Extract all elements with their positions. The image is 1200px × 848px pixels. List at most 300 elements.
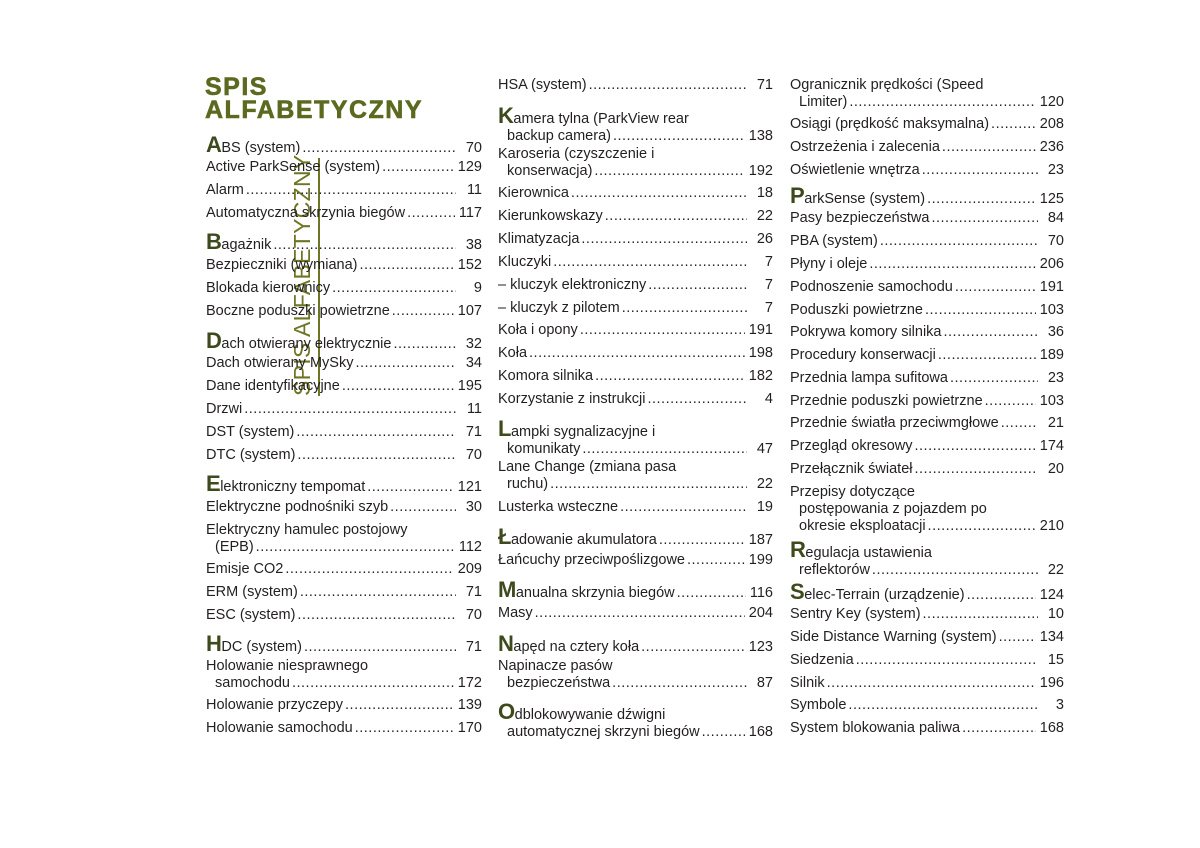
dot-leader [297, 447, 456, 464]
index-term[interactable]: Sentry Key (system) [790, 606, 921, 622]
index-term[interactable]: Kierownica [498, 185, 569, 201]
page-number[interactable]: 84 [1047, 210, 1064, 226]
page-number[interactable]: 172 [457, 675, 482, 691]
page-number[interactable]: 125 [1039, 191, 1064, 207]
page-number[interactable]: 121 [457, 479, 482, 495]
index-entry-line [206, 447, 482, 464]
index-entry [206, 522, 482, 556]
index-term[interactable]: Poduszki powietrzne [790, 302, 923, 318]
index-entry-line [790, 438, 1064, 455]
index-entry-line [498, 476, 773, 493]
page-number[interactable]: 189 [1039, 347, 1064, 363]
dot-leader [302, 140, 456, 157]
page-number[interactable]: 22 [1047, 562, 1064, 578]
page-number[interactable]: 168 [1039, 720, 1064, 736]
index-entry-line [206, 471, 482, 496]
index-term[interactable]: ESC (system) [206, 607, 296, 623]
page-number[interactable]: 7 [764, 254, 773, 270]
page-number[interactable]: 11 [466, 182, 482, 198]
index-entry [498, 368, 773, 385]
index-entry [498, 208, 773, 225]
index-entry [498, 459, 773, 493]
index-term[interactable]: – kluczyk elektroniczny [498, 277, 647, 293]
index-term[interactable] [206, 328, 392, 353]
page-number[interactable]: 70 [465, 607, 482, 623]
index-term[interactable]: System blokowania paliwa [790, 720, 961, 736]
index-entry [790, 347, 1064, 364]
index-term[interactable]: Przednia lampa sufitowa [790, 370, 948, 386]
page-number[interactable]: 47 [756, 441, 773, 457]
index-entry [790, 139, 1064, 156]
index-entry-line [790, 652, 1064, 669]
index-entry-line [498, 631, 773, 656]
index-entry [790, 438, 1064, 455]
dot-leader [923, 606, 1038, 623]
index-term[interactable] [498, 631, 640, 656]
index-initial-letter: H [206, 631, 222, 656]
page-number[interactable]: 139 [457, 697, 482, 713]
index-term-rest: anualna skrzynia biegów [515, 585, 675, 601]
page-number[interactable]: 209 [457, 561, 482, 577]
page-number[interactable]: 192 [748, 163, 773, 179]
page-number[interactable]: 152 [457, 257, 482, 273]
page-number[interactable]: 23 [1047, 370, 1064, 386]
index-entry [206, 561, 482, 578]
index-term[interactable]: Przednie światła przeciwmgłowe [790, 415, 999, 431]
index-entry [498, 77, 773, 94]
dot-leader [962, 720, 1036, 737]
index-entry-line [498, 552, 773, 569]
dot-leader [849, 94, 1035, 111]
page-number[interactable]: 195 [457, 378, 482, 394]
index-term[interactable] [498, 103, 689, 128]
index-entry [498, 103, 773, 145]
dot-leader [613, 128, 745, 145]
index-entry [790, 579, 1064, 604]
dot-leader [246, 182, 456, 199]
dot-leader [999, 629, 1036, 646]
page-number[interactable]: 208 [1039, 116, 1064, 132]
index-entry [498, 277, 773, 294]
index-term[interactable] [498, 416, 656, 441]
index-term[interactable]: Pokrywa komory silnika [790, 324, 942, 340]
index-term[interactable]: Koła [498, 345, 528, 361]
page-number[interactable]: 19 [756, 499, 773, 515]
index-initial-letter: L [498, 416, 511, 441]
index-entry-line [790, 183, 1064, 208]
dot-leader [915, 438, 1036, 455]
dot-leader [915, 461, 1039, 478]
dot-leader [300, 584, 456, 601]
index-term[interactable]: DST (system) [206, 424, 295, 440]
index-term[interactable]: Łańcuchy przeciwpoślizgowe [498, 552, 685, 568]
dot-leader [648, 277, 747, 294]
dot-leader [872, 562, 1038, 579]
index-entry-line [498, 391, 773, 408]
index-initial-letter: R [790, 537, 806, 562]
index-entry-line [206, 303, 482, 320]
dot-leader [880, 233, 1038, 250]
dot-leader [641, 639, 745, 656]
index-term[interactable]: Oświetlenie wnętrza [790, 162, 920, 178]
index-term[interactable]: Lane Change (zmiana pasa [498, 459, 677, 475]
dot-leader [677, 585, 746, 602]
sidebar-text: SPIS ALFABETYCZNY [289, 154, 315, 396]
index-term[interactable]: Karoseria (czyszczenie i [498, 146, 655, 162]
page-number[interactable]: 26 [756, 231, 773, 247]
index-term-continued: okresie eksploatacji [799, 518, 926, 534]
dot-leader [595, 368, 745, 385]
index-entry [790, 484, 1064, 535]
dot-leader [292, 675, 454, 692]
index-term[interactable] [498, 524, 657, 549]
dot-leader [304, 639, 456, 656]
index-term[interactable]: Korzystanie z instrukcji [498, 391, 646, 407]
index-entry [206, 499, 482, 516]
dot-leader [332, 280, 456, 297]
page-number[interactable]: 129 [457, 159, 482, 175]
dot-leader [827, 675, 1036, 692]
index-entry-line [498, 208, 773, 225]
page-number[interactable]: 204 [748, 605, 773, 621]
index-entry-line [206, 631, 482, 656]
page-number[interactable]: 38 [465, 237, 482, 253]
page-number[interactable]: 116 [749, 585, 773, 601]
index-term[interactable] [206, 132, 301, 157]
index-term[interactable] [790, 183, 926, 208]
index-entry [498, 524, 773, 549]
index-entry-line [790, 606, 1064, 623]
index-entry-line [790, 629, 1064, 646]
page-number[interactable]: 22 [756, 208, 773, 224]
index-entry-line [790, 139, 1064, 156]
page-number[interactable]: 4 [764, 391, 773, 407]
index-entry-line [206, 697, 482, 714]
index-term[interactable]: Ostrzeżenia i zalecenia [790, 139, 940, 155]
index-term[interactable] [206, 631, 302, 656]
index-entry [498, 146, 773, 180]
index-term-rest: DC (system) [221, 639, 302, 655]
dot-leader [622, 300, 747, 317]
index-term[interactable]: Komora silnika [498, 368, 594, 384]
index-entry-line [790, 501, 1064, 518]
index-entry-line [206, 499, 482, 516]
dot-leader [342, 378, 454, 395]
index-term[interactable]: Przegląd okresowy [790, 438, 913, 454]
index-entry-line [790, 720, 1064, 737]
index-term[interactable]: Płyny i oleje [790, 256, 868, 272]
index-entry [790, 183, 1064, 208]
index-entry [790, 324, 1064, 341]
index-entry-line [790, 210, 1064, 227]
page-number[interactable]: 236 [1039, 139, 1064, 155]
index-term[interactable]: Emisje CO2 [206, 561, 284, 577]
index-term[interactable]: Elektryczny hamulec postojowy [206, 522, 408, 538]
dot-leader [659, 532, 745, 549]
index-term[interactable]: Osiągi (prędkość maksymalna) [790, 116, 990, 132]
index-term[interactable]: Active ParkSense (system) [206, 159, 381, 175]
index-entry [498, 254, 773, 271]
page-number[interactable]: 21 [1047, 415, 1064, 431]
dot-leader [345, 697, 454, 714]
index-term-rest: elec-Terrain (urządzenie) [804, 587, 965, 603]
index-initial-letter: B [206, 229, 222, 254]
page-number[interactable]: 70 [465, 140, 482, 156]
page-number[interactable]: 182 [748, 368, 773, 384]
index-entry-line [790, 537, 1064, 562]
dot-leader [1001, 415, 1038, 432]
index-entry [206, 328, 482, 353]
index-term[interactable] [498, 577, 675, 602]
page-number[interactable]: 198 [748, 345, 773, 361]
dot-leader [571, 185, 747, 202]
page-number[interactable]: 107 [457, 303, 482, 319]
index-entry-line [206, 401, 482, 418]
dot-leader [297, 607, 456, 624]
index-entry-line [790, 675, 1064, 692]
dot-leader [938, 347, 1036, 364]
index-term[interactable]: Klimatyzacja [498, 231, 580, 247]
index-term[interactable] [498, 699, 666, 724]
index-entry [790, 697, 1064, 714]
dot-leader [985, 393, 1036, 410]
index-term[interactable]: Holowanie samochodu [206, 720, 353, 736]
dot-leader [991, 116, 1036, 133]
index-term[interactable]: Koła i opony [498, 322, 578, 338]
dot-leader [942, 139, 1036, 156]
index-entry [206, 355, 482, 372]
page-number[interactable]: 170 [457, 720, 482, 736]
index-term[interactable] [206, 229, 272, 254]
page-number[interactable]: 71 [465, 584, 482, 600]
index-entry-line [206, 658, 482, 675]
index-entry-line [498, 185, 773, 202]
page-number[interactable]: 3 [1055, 697, 1064, 713]
index-entry [498, 345, 773, 362]
dot-leader [856, 652, 1038, 669]
index-term[interactable]: Holowanie przyczepy [206, 697, 344, 713]
page-number[interactable]: 18 [756, 185, 773, 201]
index-term[interactable] [790, 579, 965, 604]
index-term[interactable]: Elektryczne podnośniki szyb [206, 499, 389, 515]
index-entry-line [206, 584, 482, 601]
index-entry-line [498, 699, 773, 724]
dot-leader [928, 518, 1036, 535]
index-term-rest: agażnik [221, 237, 272, 253]
index-entry-line [498, 416, 773, 441]
index-term-continued: reflektorów [799, 562, 870, 578]
index-entry [790, 279, 1064, 296]
index-term[interactable]: Napinacze pasów [498, 658, 613, 674]
page-number[interactable]: 20 [1047, 461, 1064, 477]
index-term[interactable]: PBA (system) [790, 233, 878, 249]
index-entry [206, 720, 482, 737]
page-number[interactable]: 7 [764, 277, 773, 293]
page-number[interactable]: 168 [748, 724, 773, 740]
page-number[interactable]: 87 [756, 675, 773, 691]
page-number[interactable]: 138 [748, 128, 773, 144]
index-term[interactable]: ERM (system) [206, 584, 298, 600]
index-term[interactable]: Przepisy dotyczące [790, 484, 915, 500]
index-entry-line [206, 257, 482, 274]
dot-leader [550, 476, 747, 493]
index-entry [790, 415, 1064, 432]
index-entry-line [498, 77, 773, 94]
index-entry-line [206, 561, 482, 578]
index-term[interactable]: Bezpieczniki (wymiana) [206, 257, 358, 273]
index-entry [206, 303, 482, 320]
index-term[interactable]: – kluczyk z pilotem [498, 300, 620, 316]
page-number[interactable]: 30 [465, 499, 482, 515]
page-number[interactable]: 206 [1039, 256, 1064, 272]
index-term[interactable]: Side Distance Warning (system) [790, 629, 997, 645]
dot-leader [367, 479, 454, 496]
index-entry-line [498, 724, 773, 741]
index-term[interactable]: Symbole [790, 697, 847, 713]
page-number[interactable]: 34 [465, 355, 482, 371]
page-number[interactable]: 71 [756, 77, 773, 93]
page-number[interactable]: 210 [1039, 518, 1064, 534]
dot-leader [535, 605, 745, 622]
index-term[interactable] [790, 537, 932, 562]
index-term[interactable]: Dane identyfikacyjne [206, 378, 340, 394]
index-entry [498, 416, 773, 458]
index-initial-letter: D [206, 328, 222, 353]
index-term[interactable]: Pasy bezpieczeństwa [790, 210, 930, 226]
page-number[interactable]: 191 [748, 322, 773, 338]
index-term[interactable]: Blokada kierownicy [206, 280, 331, 296]
index-entry-line [206, 378, 482, 395]
index-entry [206, 447, 482, 464]
dot-leader [553, 254, 747, 271]
page-number[interactable]: 174 [1039, 438, 1064, 454]
page-number[interactable]: 112 [458, 539, 482, 555]
index-entry [206, 424, 482, 441]
index-entry [790, 675, 1064, 692]
index-entry-line [206, 720, 482, 737]
index-entry-line [498, 300, 773, 317]
index-term[interactable] [206, 471, 366, 496]
dot-leader [360, 257, 454, 274]
page-number[interactable]: 124 [1039, 587, 1064, 603]
index-entry-line [206, 229, 482, 254]
index-entry [206, 159, 482, 176]
index-initial-letter: A [206, 132, 222, 157]
dot-leader [687, 552, 745, 569]
index-term[interactable]: Dach otwierany MySky [206, 355, 354, 371]
page-number[interactable]: 71 [465, 639, 482, 655]
page-number[interactable]: 199 [748, 552, 773, 568]
index-entry-line [790, 324, 1064, 341]
index-entry [790, 606, 1064, 623]
page-number[interactable]: 123 [748, 639, 773, 655]
index-term[interactable]: Ogranicznik prędkości (Speed [790, 77, 984, 93]
index-term[interactable]: Kluczyki [498, 254, 552, 270]
page-number[interactable]: 9 [473, 280, 482, 296]
index-entry-line [206, 539, 482, 556]
page-number[interactable]: 196 [1039, 675, 1064, 691]
page-number[interactable]: 71 [465, 424, 482, 440]
index-term[interactable]: HSA (system) [498, 77, 587, 93]
page-number[interactable]: 23 [1047, 162, 1064, 178]
index-term[interactable]: Lusterka wsteczne [498, 499, 619, 515]
index-entry [206, 280, 482, 297]
index-term[interactable]: Silnik [790, 675, 825, 691]
page-number[interactable]: 103 [1039, 302, 1064, 318]
index-entry-line [498, 146, 773, 163]
index-term[interactable]: Drzwi [206, 401, 243, 417]
page-number[interactable]: 7 [764, 300, 773, 316]
page-number[interactable]: 15 [1047, 652, 1064, 668]
page-number[interactable]: 117 [458, 205, 482, 221]
index-entry [790, 256, 1064, 273]
index-entry-line [790, 347, 1064, 364]
page-number[interactable]: 134 [1039, 629, 1064, 645]
page-number[interactable]: 32 [465, 336, 482, 352]
page-title [205, 73, 423, 124]
page-number[interactable]: 11 [466, 401, 482, 417]
index-entry-line [790, 279, 1064, 296]
index-term[interactable]: Alarm [206, 182, 244, 198]
index-term[interactable]: Boczne poduszki powietrzne [206, 303, 390, 319]
index-entry-line [790, 256, 1064, 273]
dot-leader [925, 302, 1036, 319]
page-number[interactable]: 187 [748, 532, 773, 548]
index-term[interactable]: Masy [498, 605, 533, 621]
index-entry-line [790, 370, 1064, 387]
index-term[interactable]: Holowanie niesprawnego [206, 658, 369, 674]
index-entry [206, 607, 482, 624]
page-number[interactable]: 103 [1039, 393, 1064, 409]
index-entry-line [498, 658, 773, 675]
index-entry-line [206, 280, 482, 297]
index-term[interactable]: Automatyczna skrzynia biegów [206, 205, 406, 221]
page-number[interactable]: 36 [1047, 324, 1064, 340]
index-term[interactable]: Przednie poduszki powietrzne [790, 393, 983, 409]
index-term-continued: backup camera) [507, 128, 611, 144]
index-entry-line [498, 345, 773, 362]
index-entry [498, 605, 773, 622]
index-entry-line [206, 182, 482, 199]
page-number[interactable]: 70 [465, 447, 482, 463]
index-entry [498, 631, 773, 656]
index-term[interactable]: Kierunkowskazy [498, 208, 603, 224]
page-number[interactable]: 10 [1047, 606, 1064, 622]
page-number[interactable]: 120 [1039, 94, 1064, 110]
index-entry-line [498, 499, 773, 516]
page-number[interactable]: 22 [756, 476, 773, 492]
index-entry-line [790, 461, 1064, 478]
dot-leader [296, 424, 456, 441]
index-entry-line [498, 605, 773, 622]
index-entry-line [498, 459, 773, 476]
index-term-rest: dblokowywanie dźwigni [514, 707, 666, 723]
index-term[interactable]: DTC (system) [206, 447, 296, 463]
page-number[interactable]: 70 [1047, 233, 1064, 249]
dot-leader [605, 208, 747, 225]
index-entry-line [790, 302, 1064, 319]
index-entry [498, 658, 773, 692]
index-entry [206, 471, 482, 496]
index-term[interactable]: Siedzenia [790, 652, 854, 668]
index-entry [498, 322, 773, 339]
index-term[interactable]: Przełącznik świateł [790, 461, 913, 477]
index-term[interactable]: Procedury konserwacji [790, 347, 936, 363]
index-term-rest: egulacja ustawienia [805, 545, 932, 561]
index-term[interactable]: Podnoszenie samochodu [790, 279, 953, 295]
page-number[interactable]: 191 [1039, 279, 1064, 295]
index-entry-line [790, 579, 1064, 604]
